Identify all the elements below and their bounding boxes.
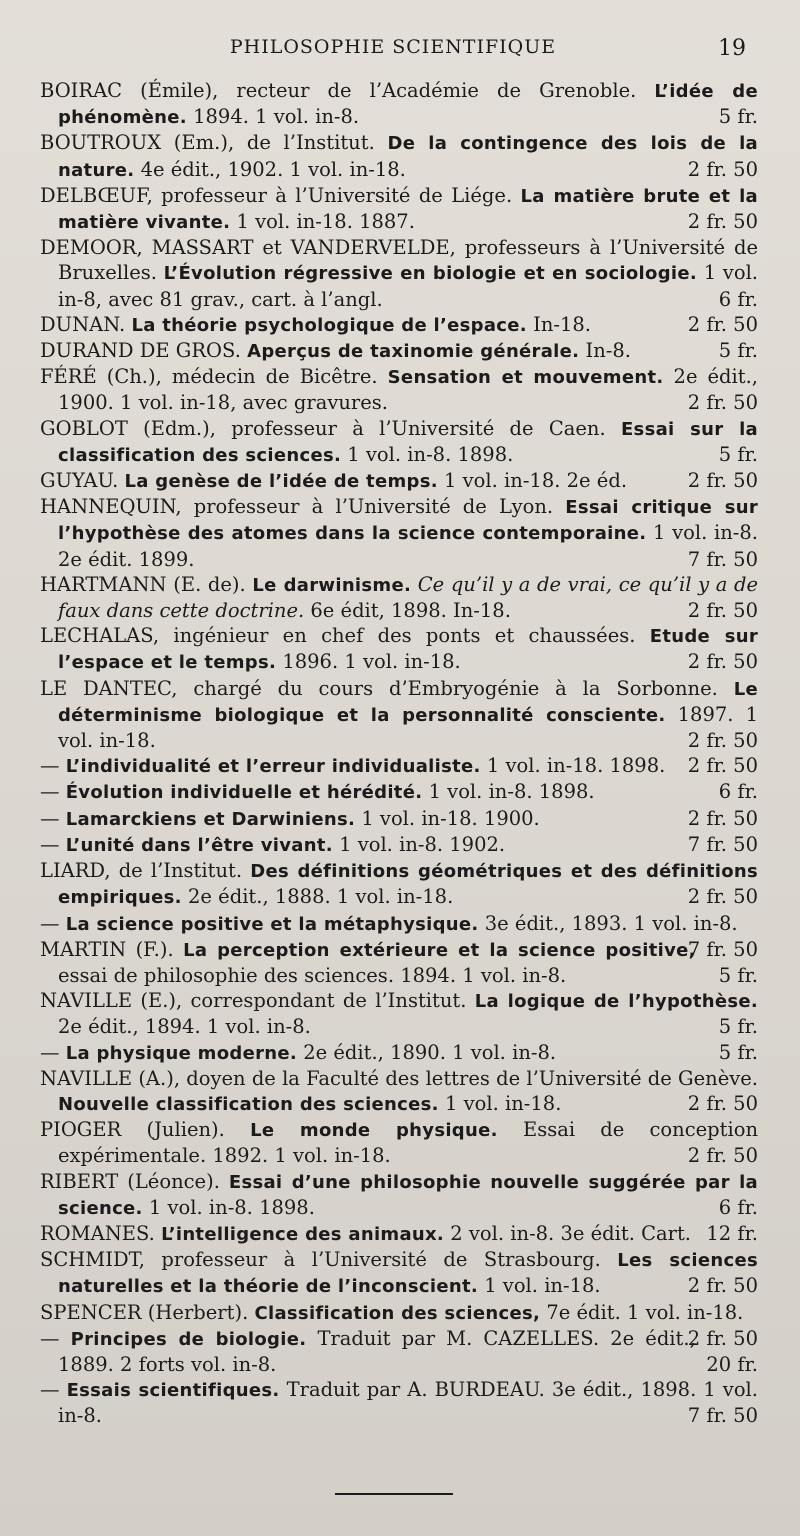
entry-price: 7 fr. 50 <box>687 832 758 856</box>
entry-title: Sensation et mouvement. <box>387 367 664 389</box>
entry-text: SPENCER (Herbert). <box>40 1300 255 1324</box>
entry-text: In-8. <box>579 339 631 363</box>
page-number: 19 <box>718 36 746 61</box>
entry-price: 5 fr. <box>718 105 758 129</box>
entry-text: 2 vol. in-8. 3e édit. Cart. <box>444 1221 691 1245</box>
entry-title: Nouvelle classification des sciences. <box>58 1093 439 1115</box>
entry-price: 5 fr. <box>718 339 758 363</box>
entry-price: 2 fr. 50 <box>687 391 758 415</box>
entry-price: 5 fr. <box>718 963 758 987</box>
entry-subtitle: Ce qu’il y a de vrai, ce qu’il y a de faux dans cette doctrine. <box>58 572 759 623</box>
entry-text: 2e édit., 1888. 1 vol. in-18. <box>181 885 454 909</box>
entry-price: 6 fr. <box>718 780 758 804</box>
entry-title: La physique moderne. <box>65 1042 298 1064</box>
entry-text: — <box>40 780 66 804</box>
entry-text: 2e édit., 1894. 1 vol. in-8. <box>58 1015 311 1039</box>
entry-text: 6e édit, 1898. In-18. <box>304 599 511 623</box>
entry-text: — <box>40 806 66 830</box>
entry-price: 2 fr. 50 <box>687 1144 758 1168</box>
bibliography-entry <box>40 1377 758 1428</box>
page-header <box>40 36 746 66</box>
bibliography-entry <box>40 1326 758 1377</box>
entry-text: 1 vol. in-8. 2e édit. 1899. <box>58 521 758 571</box>
entry-text: GUYAU. <box>40 469 125 493</box>
bibliography-entry <box>40 779 758 805</box>
entry-title: Classification des sciences, <box>254 1302 541 1324</box>
entry-text: — <box>40 1326 71 1350</box>
entry-text: FÉRÉ (Ch.), médecin de Bicêtre. <box>40 365 388 389</box>
entry-text: Essai de conception expérimentale. 1892. 1 vol. in-18. <box>58 1118 759 1168</box>
bibliography-entry <box>40 78 758 130</box>
entry-text: HANNEQUIN, professeur à l’Université de Lyon. <box>40 495 566 519</box>
bibliography-entry <box>40 338 758 364</box>
entry-text: Traduit par M. CAZELLES. 2e édit., 1889. 2 forts vol. in-8. <box>58 1326 696 1376</box>
entry-text: Traduit par A. BURDEAU. 3e édit., 1898. 1 vol. in-8. <box>58 1378 758 1428</box>
entry-text: 1 vol. in-18. <box>438 1091 562 1115</box>
entry-price: 7 fr. 50 <box>687 547 758 571</box>
entry-price: 6 fr. <box>718 1195 758 1219</box>
entry-title: L’intelligence des animaux. <box>161 1223 445 1245</box>
entry-price: 2 fr. 50 <box>687 469 758 493</box>
bibliography-entry <box>40 1221 758 1247</box>
entry-title: La théorie psychologique de l’espace. <box>131 314 527 336</box>
entry-text: — <box>40 911 66 935</box>
entry-text: RIBERT (Léonce). <box>40 1169 229 1193</box>
entry-title: Le darwinisme. <box>252 574 412 596</box>
bibliography-entry <box>40 1247 758 1299</box>
entry-price: 5 fr. <box>718 1040 758 1064</box>
entry-title: Le déterminisme biologique et la personnalité consciente. <box>58 678 758 726</box>
bibliography-entry <box>40 988 758 1039</box>
bibliography-entry <box>40 416 758 468</box>
entry-price: 7 fr. 50 <box>687 1404 758 1428</box>
bibliography-entry <box>40 832 758 858</box>
entry-price: 7 fr. 50 <box>687 937 758 961</box>
entry-title: L’Évolution régressive en biologie et en sociologie. <box>163 263 697 285</box>
entry-title: Principes de biologie. <box>70 1328 307 1350</box>
entry-text: 1 vol. in-8, avec 81 grav., cart. à l’angl. <box>58 261 759 311</box>
entry-text: 1894. 1 vol. in-8. <box>186 105 360 129</box>
running-head: PHILOSOPHIE SCIENTIFIQUE <box>229 36 557 58</box>
entry-text: 1 vol. in-8. 1902. <box>332 832 506 856</box>
entry-text: SCHMIDT, professeur à l’Université de Strasbourg. <box>40 1248 618 1272</box>
entry-title: Lamarckiens et Darwiniens. <box>65 808 356 830</box>
entry-text: DEMOOR, MASSART et VANDERVELDE, professeurs à l’Université de Bruxelles. <box>40 236 758 285</box>
entry-title: Évolution individuelle et hérédité. <box>65 782 423 804</box>
entry-price: 5 fr. <box>718 442 758 466</box>
entry-text: — <box>40 832 66 856</box>
entry-price: 2 fr. 50 <box>687 885 758 909</box>
entry-text: 2e édit., 1890. 1 vol. in-8. <box>297 1040 557 1064</box>
entry-title: Le monde physique. <box>250 1120 498 1142</box>
entry-title: De la contingence des lois de la nature. <box>58 133 758 181</box>
entry-price: 2 fr. 50 <box>687 210 758 234</box>
bibliography-entry <box>40 1066 758 1117</box>
entry-title: La logique de l’hypothèse. <box>474 991 759 1013</box>
entry-title: Aperçus de taxinomie générale. <box>247 341 580 363</box>
entry-title: Essai d’une philosophie nouvelle suggérée par la science. <box>58 1171 759 1219</box>
entry-text: GOBLOT (Edm.), professeur à l’Université de Caen. <box>40 416 621 440</box>
entry-text: ROMANES. <box>40 1221 162 1245</box>
entry-text: BOUTROUX (Em.), de l’Institut. <box>40 131 388 155</box>
bibliography-entry <box>40 806 758 832</box>
entry-title: Les sciences naturelles et la théorie de l’inconscient. <box>58 1250 758 1298</box>
entry-price: 2 fr. 50 <box>687 1091 758 1115</box>
entry-text: DUNAN. <box>40 312 132 336</box>
end-rule <box>335 1493 453 1495</box>
bibliography-entry <box>40 468 758 494</box>
entry-text: NAVILLE (A.), doyen de la Faculté des lettres de l’Université de Genève. <box>40 1066 758 1090</box>
entry-title: Etude sur l’espace et le temps. <box>58 626 758 674</box>
entry-text: 7e édit. 1 vol. in-18. <box>540 1300 744 1324</box>
entry-text: HARTMANN (E. de). <box>40 572 253 596</box>
bibliography-entry <box>40 1040 758 1066</box>
entry-title: L’individualité et l’erreur individualiste. <box>65 756 481 778</box>
bibliography-entry <box>40 494 758 572</box>
entry-text: PIOGER (Julien). <box>40 1118 251 1142</box>
entry-text: 1 vol. in-8. 1898. <box>142 1195 315 1219</box>
entry-title: L’idée de phénomène. <box>58 81 759 129</box>
bibliography-entry <box>40 1117 758 1168</box>
entry-price: 6 fr. <box>718 287 758 311</box>
entry-title: Essai critique sur l’hypothèse des atomes dans la science contemporaine. <box>58 497 758 545</box>
entry-text: 2e édit., 1900. 1 vol. in-18, avec gravures. <box>58 365 759 415</box>
bibliography-entry <box>40 312 758 338</box>
entry-text: DELBŒUF, professeur à l’Université de Liége. <box>40 183 521 207</box>
entry-title: L’unité dans l’être vivant. <box>65 834 333 856</box>
entry-text: essai de philosophie des sciences. 1894. 1 vol. in-8. <box>58 963 567 987</box>
entry-price: 20 fr. <box>706 1352 758 1376</box>
entry-text: DURAND DE GROS. <box>40 339 248 363</box>
entry-text: MARTIN (F.). <box>40 937 184 961</box>
entry-text <box>411 573 418 596</box>
bibliography-entry <box>40 130 758 182</box>
entry-price: 2 fr. 50 <box>687 1274 758 1298</box>
entry-text: NAVILLE (E.), correspondant de l’Institut. <box>40 989 475 1013</box>
entry-text: 1 vol. in-8. 1898. <box>341 442 514 466</box>
bibliography-list <box>40 78 758 1429</box>
entry-price: 2 fr. 50 <box>687 650 758 674</box>
bibliography-entry <box>40 235 758 312</box>
entry-text: In-18. <box>526 312 591 336</box>
entry-text: 1 vol. in-18. 1887. <box>230 210 415 234</box>
entry-title: Essais scientifiques. <box>66 1380 280 1402</box>
entry-text: LECHALAS, ingénieur en chef des ponts et chaussées. <box>40 624 650 648</box>
bibliography-entry <box>40 676 758 754</box>
entry-text: — <box>40 1040 66 1064</box>
entry-text: 1 vol. in-18. 1898. <box>480 754 666 778</box>
entry-text: LE DANTEC, chargé du cours d’Embryogénie à la Sorbonne. <box>40 676 734 700</box>
entry-text: BOIRAC (Émile), recteur de l’Académie de Grenoble. <box>40 79 655 102</box>
bibliography-entry <box>40 858 758 910</box>
bibliography-entry <box>40 572 758 623</box>
entry-text: 1897. 1 vol. in-18. <box>58 702 758 753</box>
bibliography-entry <box>40 753 758 779</box>
entry-price: 2 fr. 50 <box>687 1326 758 1350</box>
entry-text: 1 vol. in-18. 2e éd. <box>437 469 628 493</box>
entry-text: 1896. 1 vol. in-18. <box>276 650 461 674</box>
entry-price: 2 fr. 50 <box>687 806 758 830</box>
entry-text: 1 vol. in-18. <box>478 1274 601 1298</box>
entry-text: 4e édit., 1902. 1 vol. in-18. <box>134 157 406 181</box>
entry-price: 12 fr. <box>706 1221 758 1245</box>
entry-text: 1 vol. in-18. 1900. <box>355 806 540 830</box>
bibliography-entry <box>40 364 758 415</box>
entry-price: 2 fr. 50 <box>687 157 758 181</box>
entry-title: La science positive et la métaphysique. <box>65 913 479 935</box>
entry-text: — <box>40 1378 67 1402</box>
entry-text: — <box>40 754 66 778</box>
entry-title: La matière brute et la matière vivante. <box>58 185 758 234</box>
entry-text: 3e édit., 1893. 1 vol. in-8. <box>478 911 738 935</box>
entry-price: 2 fr. 50 <box>687 312 758 336</box>
bibliography-entry <box>40 183 758 235</box>
entry-title: La perception extérieure et la science positive, <box>183 939 696 961</box>
entry-price: 5 fr. <box>718 1015 758 1039</box>
entry-text: LIARD, de l’Institut. <box>40 859 251 883</box>
entry-price: 2 fr. 50 <box>687 599 758 623</box>
bibliography-entry <box>40 937 758 988</box>
entry-text: 1 vol. in-8. 1898. <box>422 780 595 804</box>
entry-title: Des définitions géométriques et des définitions empiriques. <box>58 861 758 909</box>
entry-title: La genèse de l’idée de temps. <box>124 471 438 493</box>
entry-price: 2 fr. 50 <box>687 754 758 778</box>
bibliography-entry <box>40 623 758 675</box>
entry-price: 2 fr. 50 <box>687 729 758 753</box>
bibliography-entry <box>40 1169 758 1221</box>
entry-title: Essai sur la classification des sciences. <box>58 418 758 466</box>
